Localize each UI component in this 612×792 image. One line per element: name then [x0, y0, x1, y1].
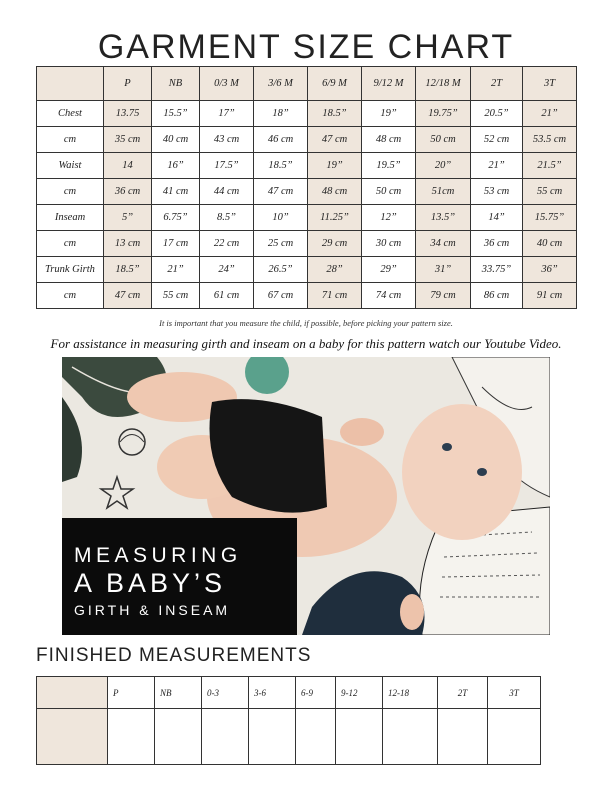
measurement-value: 33.75” [471, 257, 523, 283]
measurement-label: cm [37, 127, 104, 153]
measurement-value: 17 cm [152, 231, 200, 257]
measurement-value: 21” [471, 153, 523, 179]
finished-header-cell: 6-9 [296, 677, 336, 709]
measurement-value: 24” [200, 257, 254, 283]
finished-value-cell[interactable] [438, 709, 488, 765]
size-row [37, 205, 577, 231]
size-row [37, 231, 577, 257]
finished-header-row [37, 677, 541, 709]
finished-header-cell: 12-18 [383, 677, 438, 709]
measurement-value: 16” [152, 153, 200, 179]
measurement-value: 86 cm [471, 283, 523, 309]
measurement-value: 50 cm [416, 127, 471, 153]
size-row [37, 127, 577, 153]
measurement-value: 36” [523, 257, 577, 283]
measurement-value: 18.5” [104, 257, 152, 283]
size-header-cell: 2T [471, 67, 523, 101]
measurement-value: 47 cm [254, 179, 308, 205]
measurement-value: 28” [308, 257, 362, 283]
measurement-value: 51cm [416, 179, 471, 205]
measurement-value: 44 cm [200, 179, 254, 205]
measurement-value: 17.5” [200, 153, 254, 179]
measurement-label: cm [37, 179, 104, 205]
size-header-cell: 0/3 M [200, 67, 254, 101]
size-chart-table [36, 66, 577, 309]
size-header-row [37, 67, 577, 101]
measurement-value: 13.5” [416, 205, 471, 231]
measurement-value: 34 cm [416, 231, 471, 257]
finished-header-cell: 3T [488, 677, 541, 709]
measurement-value: 12” [362, 205, 416, 231]
measurement-value: 21” [152, 257, 200, 283]
finished-row-label [37, 709, 108, 765]
measurement-value: 17” [200, 101, 254, 127]
measurement-label: Chest [37, 101, 104, 127]
size-header-cell: P [104, 67, 152, 101]
measurement-value: 41 cm [152, 179, 200, 205]
measurement-value: 18.5” [308, 101, 362, 127]
measurement-value: 55 cm [523, 179, 577, 205]
measurement-value: 25 cm [254, 231, 308, 257]
measurement-value: 22 cm [200, 231, 254, 257]
measurement-value: 14 [104, 153, 152, 179]
finished-value-cell[interactable] [155, 709, 202, 765]
finished-header-cell: 9-12 [336, 677, 383, 709]
finished-value-cell[interactable] [336, 709, 383, 765]
size-header-cell: 9/12 M [362, 67, 416, 101]
size-header-cell: 3T [523, 67, 577, 101]
finished-header-cell: 0-3 [202, 677, 249, 709]
measurement-value: 19” [308, 153, 362, 179]
size-row [37, 153, 577, 179]
measurement-value: 19.75” [416, 101, 471, 127]
measurement-value: 18.5” [254, 153, 308, 179]
measurement-value: 14” [471, 205, 523, 231]
size-header-cell: NB [152, 67, 200, 101]
finished-value-cell[interactable] [249, 709, 296, 765]
measurement-value: 13.75 [104, 101, 152, 127]
measurement-value: 79 cm [416, 283, 471, 309]
video-caption-box [62, 518, 297, 635]
measurement-label: Inseam [37, 205, 104, 231]
measurement-label: cm [37, 231, 104, 257]
measurement-value: 91 cm [523, 283, 577, 309]
measurement-value: 40 cm [152, 127, 200, 153]
finished-header-cell: NB [155, 677, 202, 709]
caption-line-2: A BABY’S [74, 568, 227, 598]
measurement-value: 15.5” [152, 101, 200, 127]
finished-header-cell: P [108, 677, 155, 709]
measurement-value: 29 cm [308, 231, 362, 257]
finished-corner-cell [37, 677, 108, 709]
caption-line-1: MEASURING [74, 544, 242, 567]
finished-measurements-table [36, 676, 541, 765]
measurement-label: cm [37, 283, 104, 309]
measure-note: It is important that you measure the child, if possible, before picking your pattern size. [159, 318, 453, 328]
size-row [37, 179, 577, 205]
measurement-value: 48 cm [308, 179, 362, 205]
finished-value-cell[interactable] [296, 709, 336, 765]
measurement-value: 35 cm [104, 127, 152, 153]
measurement-value: 20.5” [471, 101, 523, 127]
measurement-value: 36 cm [104, 179, 152, 205]
finished-header-cell: 3-6 [249, 677, 296, 709]
finished-value-cell[interactable] [108, 709, 155, 765]
measurement-value: 43 cm [200, 127, 254, 153]
measurement-value: 50 cm [362, 179, 416, 205]
measurement-value: 15.75” [523, 205, 577, 231]
finished-value-cell[interactable] [383, 709, 438, 765]
measurement-value: 11.25” [308, 205, 362, 231]
measurement-value: 48 cm [362, 127, 416, 153]
measurement-value: 67 cm [254, 283, 308, 309]
measurement-value: 47 cm [104, 283, 152, 309]
size-row [37, 101, 577, 127]
measurement-value: 61 cm [200, 283, 254, 309]
measurement-value: 36 cm [471, 231, 523, 257]
finished-value-row [37, 709, 541, 765]
measurement-value: 30 cm [362, 231, 416, 257]
finished-value-cell[interactable] [488, 709, 541, 765]
measurement-value: 29” [362, 257, 416, 283]
measurement-label: Trunk Girth [37, 257, 104, 283]
measurement-value: 31” [416, 257, 471, 283]
measurement-value: 8.5” [200, 205, 254, 231]
size-header-cell: 12/18 M [416, 67, 471, 101]
measurement-value: 26.5” [254, 257, 308, 283]
measurement-value: 5” [104, 205, 152, 231]
size-header-cell: 3/6 M [254, 67, 308, 101]
video-thumbnail[interactable] [62, 357, 550, 635]
measurement-value: 10” [254, 205, 308, 231]
size-row [37, 283, 577, 309]
measurement-value: 6.75” [152, 205, 200, 231]
measurement-value: 20” [416, 153, 471, 179]
measurement-value: 53 cm [471, 179, 523, 205]
measurement-value: 21.5” [523, 153, 577, 179]
caption-line-3: GIRTH & INSEAM [74, 602, 231, 618]
size-row [37, 257, 577, 283]
measurement-value: 46 cm [254, 127, 308, 153]
measurement-value: 18” [254, 101, 308, 127]
measurement-value: 52 cm [471, 127, 523, 153]
video-assist-text: For assistance in measuring girth and inseam on a baby for this pattern watch our Youtube Video. [50, 336, 562, 351]
finished-header-cell: 2T [438, 677, 488, 709]
size-header-cell: 6/9 M [308, 67, 362, 101]
measurement-value: 19.5” [362, 153, 416, 179]
measurement-value: 55 cm [152, 283, 200, 309]
header-corner-cell [37, 67, 104, 101]
measurement-value: 13 cm [104, 231, 152, 257]
measurement-label: Waist [37, 153, 104, 179]
measurement-value: 40 cm [523, 231, 577, 257]
finished-measurements-title: FINISHED MEASUREMENTS [36, 645, 312, 666]
measurement-value: 47 cm [308, 127, 362, 153]
measurement-value: 71 cm [308, 283, 362, 309]
measurement-value: 21” [523, 101, 577, 127]
measurement-value: 74 cm [362, 283, 416, 309]
measurement-value: 53.5 cm [523, 127, 577, 153]
measurement-value: 19” [362, 101, 416, 127]
page-title: GARMENT SIZE CHART [97, 28, 515, 66]
finished-value-cell[interactable] [202, 709, 249, 765]
